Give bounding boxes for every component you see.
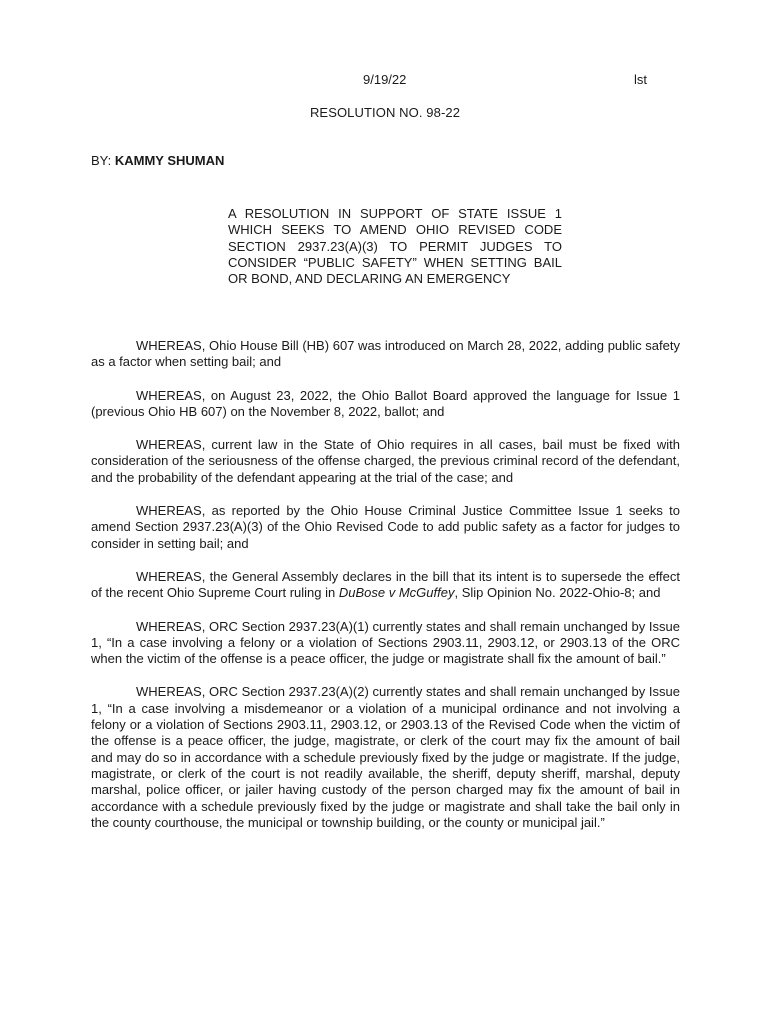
case-citation: DuBose v McGuffey (338, 585, 455, 601)
resolution-body (91, 338, 680, 848)
sponsor-name: KAMMY SHUMAN (114, 153, 225, 168)
whereas-paragraph-4: WHEREAS, as reported by the Ohio House Criminal Justice Committee Issue 1 seeks to amend Section 2937.23(A)(3) of the Ohio Revised Code to add public safety as a factor for judges to consider in setting bail; and (91, 503, 680, 551)
whereas-paragraph-3: WHEREAS, current law in the State of Ohio requires in all cases, bail must be fixed with consideration of the seriousness of the offense charged, the previous criminal record of the defendant, and the probability of the defendant appearing at the trial of the case; and (91, 437, 680, 485)
sponsor-line (91, 153, 224, 168)
sponsor-label: BY: (91, 153, 115, 168)
whereas-paragraph-7: WHEREAS, ORC Section 2937.23(A)(2) currently states and shall remain unchanged by Issue 1, “In a case involving a misdemeanor or a violation of a municipal ordinance and not involving a felony or a violation of Sections 2903.11, 2903.12, or 2903.13 of the Revised Code when the victim of the offense is a peace officer, the judge, magistrate, or clerk of the court may fix the amount of bail and may do so in accordance with a schedule previously fixed by the judge or magistrate. If the judge, magistrate, or clerk of the court is not readily available, the sheriff, deputy sheriff, marshal, deputy marshal, police officer, or jailer having custody of the person charged may fix the amount of bail in accordance with a schedule previously fixed by the judge or magistrate and shall take the bail only in the county courthouse, the municipal or township building, or the county or municipal jail.” (91, 684, 680, 830)
whereas-paragraph-5 (91, 569, 680, 602)
header-date: 9/19/22 (363, 72, 407, 87)
whereas-paragraph-2: WHEREAS, on August 23, 2022, the Ohio Ballot Board approved the language for Issue 1 (previous Ohio HB 607) on the November 8, 2022, ballot; and (91, 387, 680, 419)
resolution-title: A RESOLUTION IN SUPPORT OF STATE ISSUE 1 WHICH SEEKS TO AMEND OHIO REVISED CODE SECTION 2937.23(A)(3) TO PERMIT JUDGES TO CONSIDER “PUBLIC SAFETY” WHEN SETTING BAIL OR BOND, AND DECLARING AN EMERGENCY (228, 206, 562, 287)
paragraph-5-text-start: WHEREAS, the General Assembly declares in the bill that its intent is to supersede the effect of the recent Ohio Supreme Court ruling in (91, 568, 680, 601)
whereas-paragraph-6: WHEREAS, ORC Section 2937.23(A)(1) currently states and shall remain unchanged by Issue 1, “In a case involving a felony or a violation of Sections 2903.11, 2903.12, or 2903.13 of the ORC when the victim of the offense is a peace officer, the judge or magistrate shall fix the amount of bail.” (91, 618, 680, 667)
whereas-paragraph-1: WHEREAS, Ohio House Bill (HB) 607 was introduced on March 28, 2022, adding public safety as a factor when setting bail; and (91, 338, 680, 370)
header-reading-marker: lst (634, 72, 647, 87)
resolution-number: RESOLUTION NO. 98-22 (309, 105, 461, 120)
paragraph-5-text-end: , Slip Opinion No. 2022-Ohio-8; and (454, 585, 661, 601)
